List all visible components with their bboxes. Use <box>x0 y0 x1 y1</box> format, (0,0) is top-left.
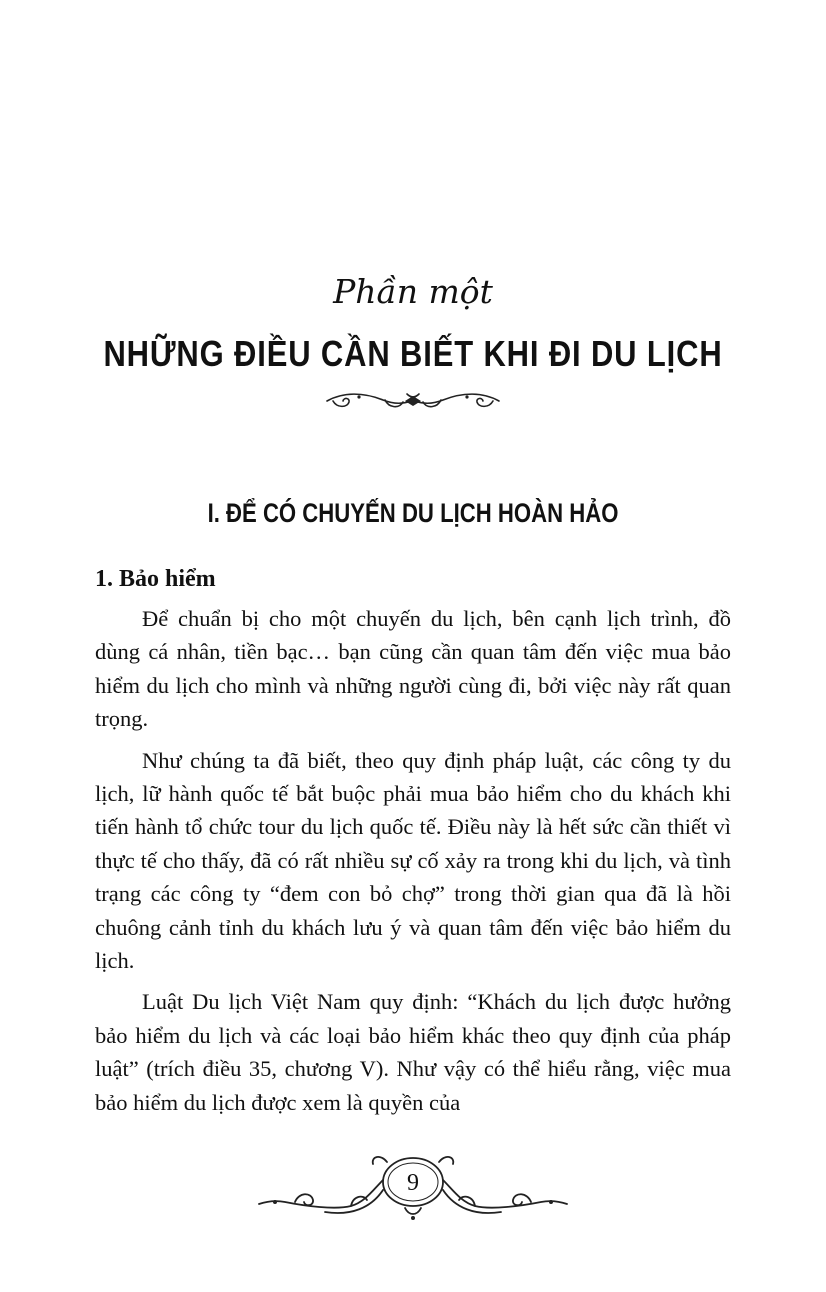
paragraph: Luật Du lịch Việt Nam quy định: “Khách du lịch được hưởng bảo hiểm du lịch và các loại bảo hiểm khác theo quy định của pháp luật” (trích điều 35, chương V). Như vậy có thể hiểu rằng, việc mua bảo hiểm du lịch được xem là quyền của <box>95 989 731 1115</box>
page-number: 9 <box>407 1170 419 1196</box>
paragraph: Như chúng ta đã biết, theo quy định pháp luật, các công ty du lịch, lữ hành quốc tế bắt buộc phải mua bảo hiểm cho du khách khi tiến hành tổ chức tour du lịch quốc tế. Điều này là hết sức cần thiết vì thực tế cho thấy, đã có rất nhiều sự cố xảy ra trong khi du lịch, và tình trạng các công ty “đem con bỏ chợ” trong thời gian qua đã là hồi chuông cảnh tỉnh du khách lưu ý và quan tâm đến việc bảo hiểm du lịch. <box>95 747 731 974</box>
paragraph: Để chuẩn bị cho một chuyến du lịch, bên cạnh lịch trình, đồ dùng cá nhân, tiền bạc… bạn cũng cần quan tâm đến việc mua bảo hiểm du lịch cho mình và những người cùng đi, bởi việc này rất quan trọng. <box>95 606 731 732</box>
section-title: I. ĐỂ CÓ CHUYẾN DU LỊCH HOÀN HẢO <box>207 498 619 528</box>
part-title: Phần một <box>333 272 493 311</box>
decorative-flourish-icon <box>323 388 503 414</box>
subsection-title: 1. Bảo hiểm <box>95 566 216 592</box>
body-text <box>95 602 731 1127</box>
chapter-title: NHỮNG ĐIỀU CẦN BIẾT KHI ĐI DU LỊCH <box>103 333 723 374</box>
